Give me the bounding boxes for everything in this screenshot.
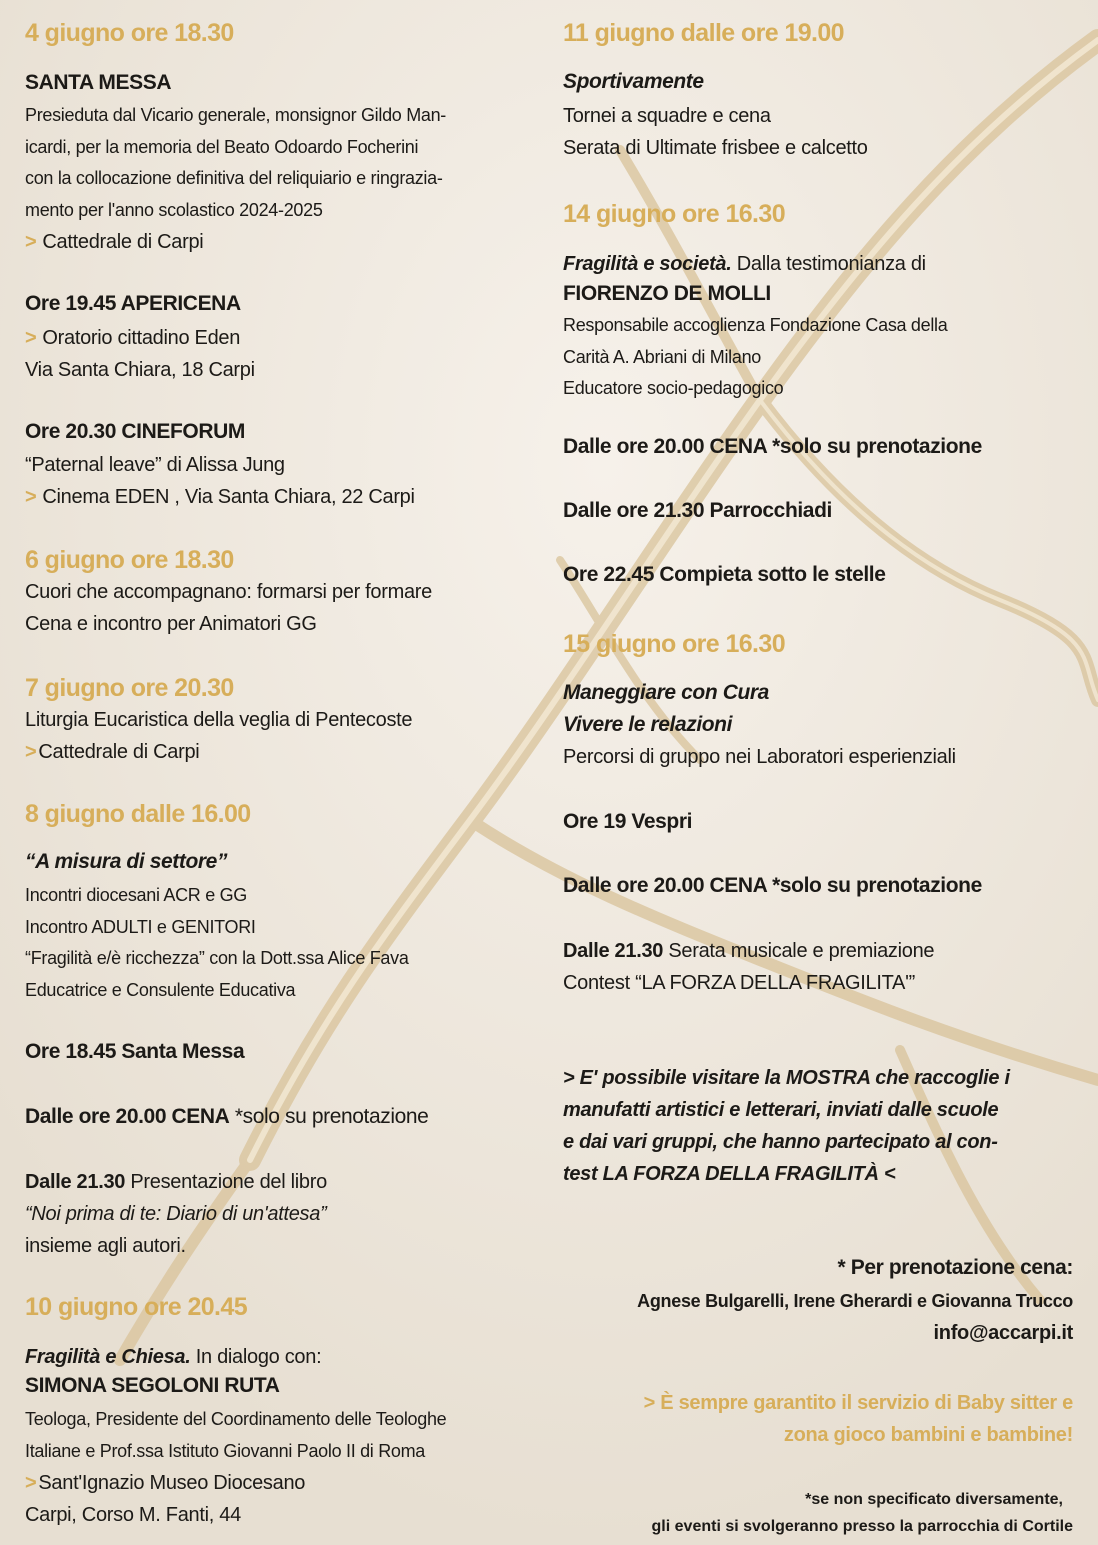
date-jun4: 4 giugno ore 18.30 xyxy=(25,19,234,47)
event-description xyxy=(25,100,446,226)
jun8-libro-title: “Noi prima di te: Diario di un'attesa” xyxy=(25,1203,327,1225)
mostra-line: manufatti artistici e letterari, inviati dalle scuole xyxy=(563,1099,999,1121)
babysitter-line1: > È sempre garantito il servizio di Baby sitter e xyxy=(643,1392,1073,1414)
mostra-line: test LA FORZA DELLA FRAGILITÀ < xyxy=(563,1163,896,1185)
serata-text: Serata musicale e premiazione xyxy=(663,940,935,962)
jun14-intro xyxy=(563,248,926,280)
prenotazione-names: Agnese Bulgarelli, Irene Gherardi e Giovanna Trucco xyxy=(637,1291,1073,1311)
jun14-description xyxy=(563,310,947,405)
mostra-notice xyxy=(563,1062,1010,1190)
place-text: Oratorio cittadino Eden xyxy=(42,327,241,349)
jun14-cena: Dalle ore 20.00 CENA *solo su prenotazione xyxy=(563,435,982,458)
description-line: Teologa, Presidente del Coordinamento delle Teologhe xyxy=(25,1409,447,1429)
description-line: Educatore socio-pedagogico xyxy=(563,378,784,398)
babysitter-line2: zona gioco bambini e bambine! xyxy=(783,1424,1073,1446)
arrow-icon: > xyxy=(25,231,37,253)
date-jun14: 14 giugno ore 16.30 xyxy=(563,200,786,228)
intro-title: Fragilità e Chiesa. xyxy=(25,1346,191,1368)
cena-note: *solo su prenotazione xyxy=(229,1105,429,1128)
jun10-description xyxy=(25,1404,446,1467)
jun8-description xyxy=(25,880,409,1006)
apericena-address: Via Santa Chiara, 18 Carpi xyxy=(25,359,255,381)
jun15-serata xyxy=(563,935,934,967)
jun8-libro xyxy=(25,1166,327,1198)
footnote-line1: *se non specificato diversamente, xyxy=(805,1491,1063,1508)
jun15-vespri: Ore 19 Vespri xyxy=(563,810,693,833)
jun15-cena: Dalle ore 20.00 CENA *solo su prenotazione xyxy=(563,874,982,897)
arrow-icon: > xyxy=(25,486,37,508)
jun8-libro-end: insieme agli autori. xyxy=(25,1235,186,1257)
apericena-place xyxy=(25,322,240,354)
place-text: Cattedrale di Carpi xyxy=(38,741,200,763)
description-line: Incontri diocesani ACR e GG xyxy=(25,885,248,905)
description-line: “Fragilità e/è ricchezza” con la Dott.ssa Alice Fava xyxy=(25,948,409,968)
cineforum-film: “Paternal leave” di Alissa Jung xyxy=(25,454,285,476)
date-jun11: 11 giugno dalle ore 19.00 xyxy=(563,19,844,47)
jun10-speaker: SIMONA SEGOLONI RUTA xyxy=(25,1374,280,1397)
description-line: icardi, per la memoria del Beato Odoardo Focherini xyxy=(25,136,419,157)
place-text: Cinema EDEN , Via Santa Chiara, 22 Carpi xyxy=(42,486,415,508)
jun6-line2: Cena e incontro per Animatori GG xyxy=(25,613,317,635)
jun14-compieta: Ore 22.45 Compieta sotto le stelle xyxy=(563,563,886,586)
arrow-icon: > xyxy=(25,327,37,349)
mostra-line: > E' possibile visitare la MOSTRA che raccoglie i xyxy=(563,1067,1010,1089)
event-place xyxy=(25,226,203,258)
jun15-title1: Maneggiare con Cura xyxy=(563,681,769,704)
prenotazione-title: * Per prenotazione cena: xyxy=(837,1256,1073,1279)
prenotazione-email[interactable]: info@accarpi.it xyxy=(933,1322,1073,1344)
description-line: Presieduta dal Vicario generale, monsignor Gildo Man- xyxy=(25,105,447,125)
intro-text: Dalla testimonianza di xyxy=(731,253,926,275)
description-line: Italiane e Prof.ssa Istituto Giovanni Paolo II di Roma xyxy=(25,1440,426,1461)
jun8-messa: Ore 18.45 Santa Messa xyxy=(25,1040,245,1063)
jun8-cena xyxy=(25,1105,428,1129)
description-line: Carità A. Abriani di Milano xyxy=(563,346,762,367)
jun7-place xyxy=(25,736,199,768)
jun10-place xyxy=(25,1467,305,1499)
jun7-line1: Liturgia Eucaristica della veglia di Pentecoste xyxy=(25,709,413,731)
jun11-title: Sportivamente xyxy=(563,70,704,93)
footnote-line2: gli eventi si svolgeranno presso la parrocchia di Cortile xyxy=(651,1518,1073,1535)
jun15-contest: Contest “LA FORZA DELLA FRAGILITA'” xyxy=(563,972,915,994)
mostra-line: e dai vari gruppi, che hanno partecipato al con- xyxy=(563,1131,998,1153)
jun6-line1: Cuori che accompagnano: formarsi per formare xyxy=(25,581,432,603)
date-jun15: 15 giugno ore 16.30 xyxy=(563,630,786,658)
description-line: mento per l'anno scolastico 2024-2025 xyxy=(25,199,323,220)
jun11-line1: Tornei a squadre e cena xyxy=(563,105,771,127)
date-jun6: 6 giugno ore 18.30 xyxy=(25,546,234,574)
jun8-title: “A misura di settore” xyxy=(25,850,228,873)
description-line: Responsabile accoglienza Fondazione Casa della xyxy=(563,315,948,335)
arrow-icon: > xyxy=(25,1472,37,1494)
date-jun7: 7 giugno ore 20.30 xyxy=(25,674,234,702)
description-line: con la collocazione definitiva del reliquiario e ringrazia- xyxy=(25,168,443,188)
intro-title: Fragilità e società. xyxy=(563,253,732,275)
apericena-title: Ore 19.45 APERICENA xyxy=(25,292,241,315)
jun14-speaker: FIORENZO DE MOLLI xyxy=(563,282,771,305)
intro-text: In dialogo con: xyxy=(190,1346,322,1368)
serata-time: Dalle 21.30 xyxy=(563,940,664,962)
event-title: SANTA MESSA xyxy=(25,71,172,94)
jun11-line2: Serata di Ultimate frisbee e calcetto xyxy=(563,137,868,159)
place-text: Sant'Ignazio Museo Diocesano xyxy=(38,1472,306,1494)
place-text: Cattedrale di Carpi xyxy=(42,231,204,253)
cineforum-title: Ore 20.30 CINEFORUM xyxy=(25,420,245,443)
description-line: Educatrice e Consulente Educativa xyxy=(25,979,296,1000)
date-jun10: 10 giugno ore 20.45 xyxy=(25,1293,248,1321)
jun10-intro xyxy=(25,1341,321,1373)
date-jun8: 8 giugno dalle 16.00 xyxy=(25,800,251,828)
description-line: Incontro ADULTI e GENITORI xyxy=(25,916,256,937)
cineforum-place xyxy=(25,481,415,513)
jun15-line1: Percorsi di gruppo nei Laboratori esperienziali xyxy=(563,746,956,768)
jun15-title2: Vivere le relazioni xyxy=(563,713,733,736)
cena-label: Dalle ore 20.00 CENA xyxy=(25,1105,230,1128)
arrow-icon: > xyxy=(25,741,37,763)
jun10-address: Carpi, Corso M. Fanti, 44 xyxy=(25,1504,241,1526)
libro-time: Dalle 21.30 xyxy=(25,1171,126,1193)
libro-text: Presentazione del libro xyxy=(125,1171,327,1193)
jun14-parrocchiadi: Dalle ore 21.30 Parrocchiadi xyxy=(563,499,832,522)
